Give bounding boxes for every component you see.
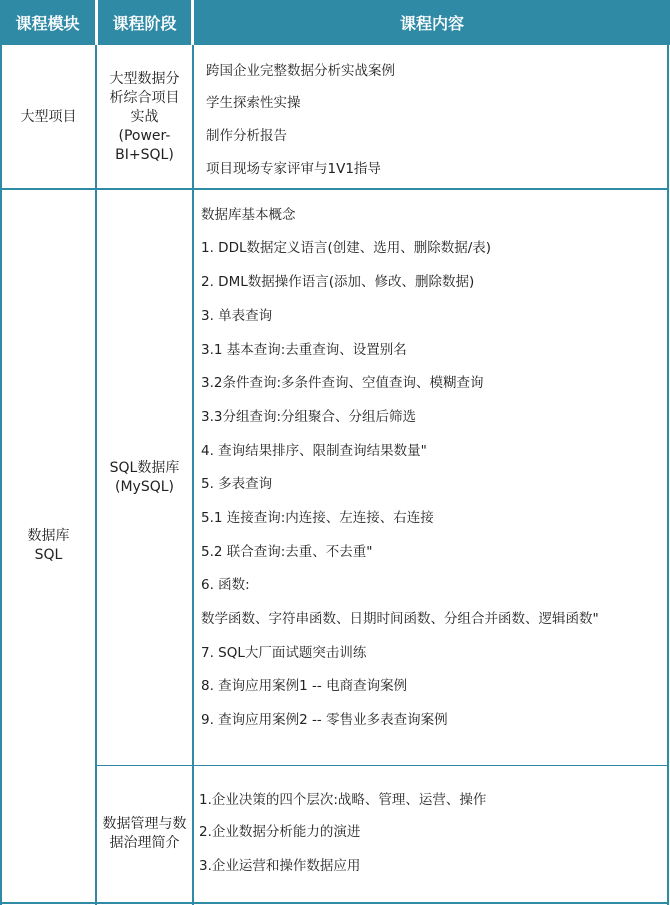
header-content: 课程内容 — [194, 0, 670, 45]
row2-content-item: 3.1 基本查询:去重查询、设置别名 — [201, 342, 407, 358]
header-stage: 课程阶段 — [98, 0, 191, 45]
row2-module: 数据库SQL — [27, 528, 70, 563]
row3-content-item: 2.企业数据分析能力的演进 — [199, 824, 361, 840]
row2-content-item: 3. 单表查询 — [201, 308, 273, 324]
row2-content-item: 3.3分组查询:分组聚合、分组后筛选 — [201, 409, 417, 425]
row2-content-item: 6. 函数: — [201, 577, 250, 593]
row1-stage: 大型数据分析综合项目实战(Power-BI+SQL) — [109, 71, 180, 163]
row3-stage: 数据管理与数据治理简介 — [102, 816, 187, 851]
row2-content-item: 9. 查询应用案例2 -- 零售业多表查询案例 — [201, 712, 448, 728]
row2-content-item: 5. 多表查询 — [201, 476, 273, 492]
row1-content-item: 跨国企业完整数据分析实战案例 — [206, 63, 395, 79]
row2-content-item: 3.2条件查询:多条件查询、空值查询、模糊查询 — [201, 375, 484, 391]
col-divider-2 — [192, 45, 194, 905]
row1-content-item: 制作分析报告 — [206, 128, 287, 144]
row2-content-item: 数据库基本概念 — [201, 207, 296, 223]
row1-content-item: 项目现场专家评审与1V1指导 — [206, 161, 381, 177]
row1-module: 大型项目 — [20, 109, 77, 125]
row2-content-item: 1. DDL数据定义语言(创建、选用、删除数据/表) — [201, 240, 492, 256]
row3-content-item: 3.企业运营和操作数据应用 — [199, 858, 361, 874]
row2-content-item: 2. DML数据操作语言(添加、修改、删除数据) — [201, 274, 475, 290]
header-module: 课程模块 — [0, 0, 95, 45]
row2-content-item: 4. 查询结果排序、限制查询结果数量" — [201, 443, 427, 459]
row1-content-item: 学生探索性实操 — [206, 95, 301, 111]
border-bottom — [0, 902, 669, 904]
row2-content-item: 8. 查询应用案例1 -- 电商查询案例 — [201, 678, 408, 694]
row2-content-item: 5.2 联合查询:去重、不去重" — [201, 544, 373, 560]
border-right — [667, 45, 669, 905]
row2-content-item: 数学函数、字符串函数、日期时间函数、分组合并函数、逻辑函数" — [201, 611, 599, 627]
row2-content-item: 5.1 连接查询:内连接、左连接、右连接 — [201, 510, 434, 526]
row2-stage: SQL数据库(MySQL) — [109, 459, 180, 495]
row2-content-item: 7. SQL大厂面试题突击训练 — [201, 645, 367, 661]
row3-content-item: 1.企业决策的四个层次:战略、管理、运营、操作 — [199, 792, 487, 808]
